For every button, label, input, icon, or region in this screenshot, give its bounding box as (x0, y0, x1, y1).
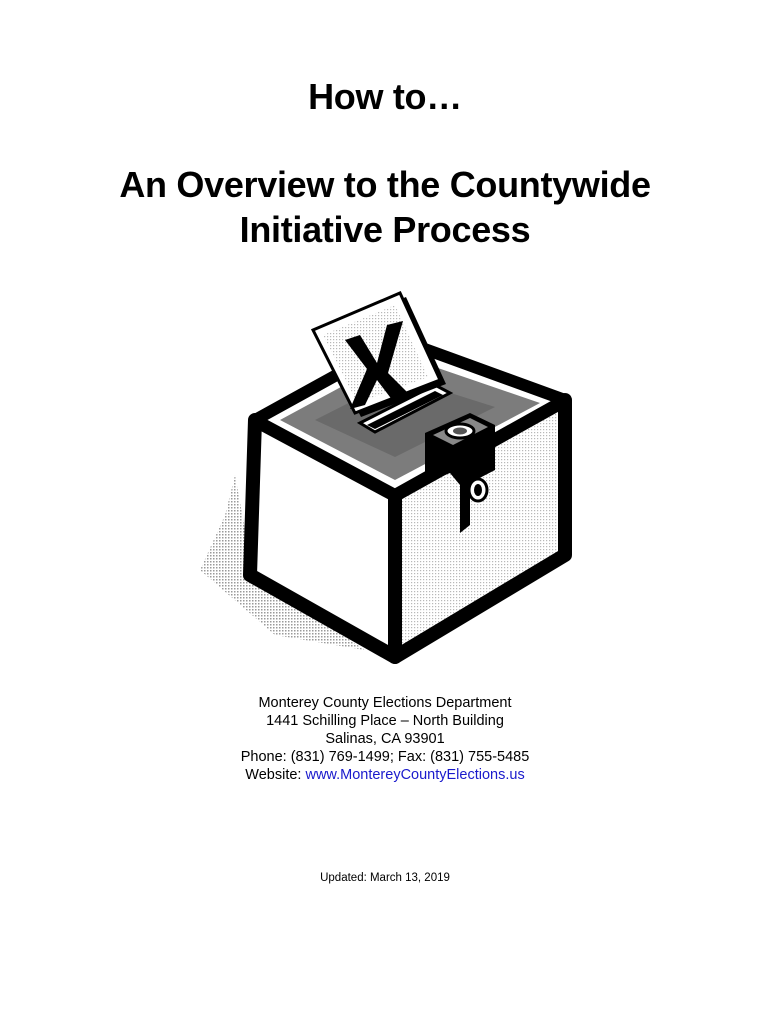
phone-fax: Phone: (831) 769-1499; Fax: (831) 755-5485 (240, 749, 530, 765)
updated-date: Updated: March 13, 2019 (320, 872, 450, 884)
website-line (0, 766, 770, 784)
title-line-1: An Overview to the Countywide (119, 164, 651, 205)
city-state-zip: Salinas, CA 93901 (325, 731, 445, 747)
department-name: Monterey County Elections Department (258, 695, 512, 711)
street-address: 1441 Schilling Place – North Building (266, 713, 504, 729)
title-line-2: Initiative Process (239, 209, 531, 250)
website-link[interactable]: www.MontereyCountyElections.us (305, 767, 525, 783)
website-label: Website: (245, 767, 306, 783)
heading-how-to: How to… (308, 76, 462, 117)
ballot-box-icon (195, 285, 585, 665)
contact-info (0, 694, 770, 784)
